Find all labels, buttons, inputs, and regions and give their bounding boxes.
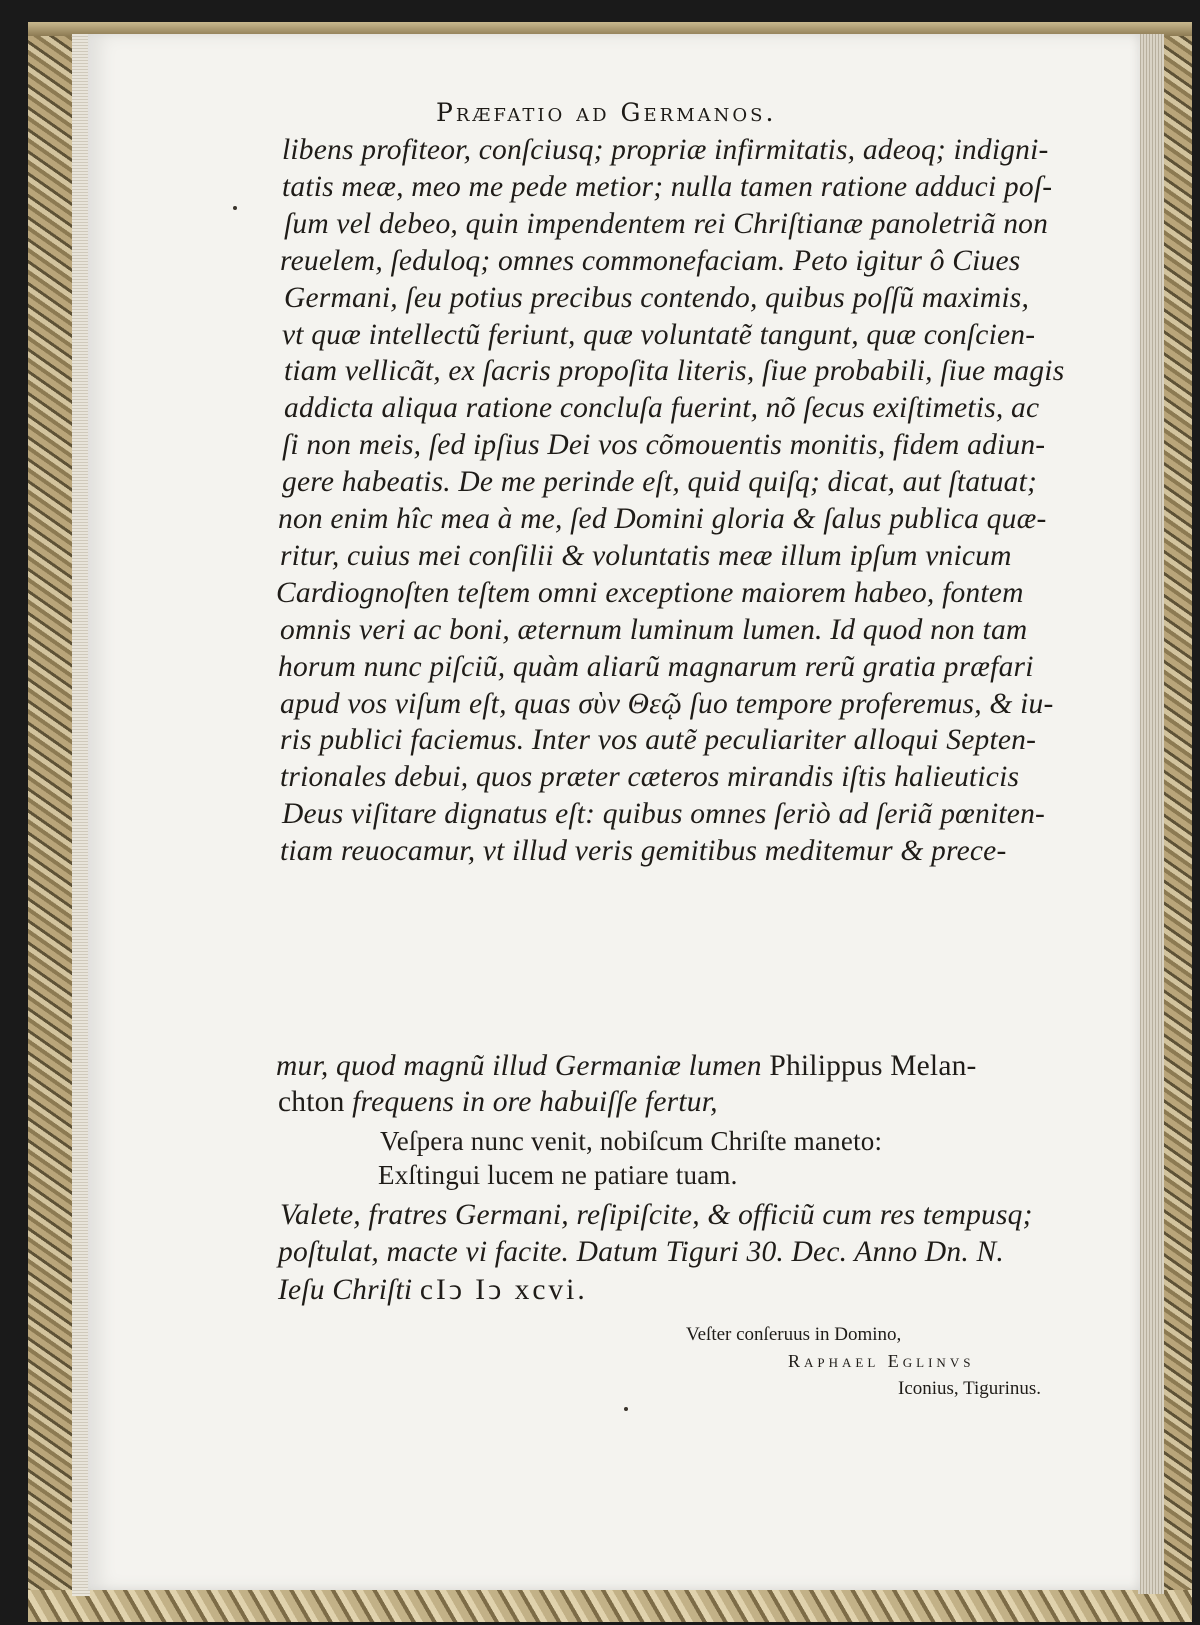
text-line: Deus viſitare dignatus eſt: quibus omnes ſeriò ad ſeriã pœniten-: [282, 798, 1046, 831]
text-line: addicta aliqua ratione concluſa fuerint, nõ ſecus exiſtimetis, ac: [284, 392, 1040, 425]
text-line: non enim hîc mea à me, ſed Domini gloria & ſalus publica quæ-: [278, 503, 1047, 535]
name-melanchthon-end: chton: [278, 1086, 353, 1118]
text-line: gere habeatis. De me perinde eſt, quid quiſq; dicat, aut ſtatuat;: [282, 466, 1038, 499]
text-line: vt quæ intellectũ feriunt, quæ voluntatẽ tangunt, quæ conſcien-: [282, 318, 1036, 351]
text-line: Cardiognoſten teſtem omni exceptione maiorem habeo, fontem: [276, 576, 1024, 609]
date-line-italic: Ieſu Chriſti: [278, 1274, 420, 1306]
text-line-italic: mur, quod magnũ illud Germaniæ lumen: [276, 1050, 770, 1082]
text-line: apud vos viſum eſt, quas σὺν Θεῷ ſuo tempore proferemus, & iu-: [280, 687, 1054, 720]
text-line: libens profiteor, conſciusq; propriæ infirmitatis, adeoq; indigni-: [282, 134, 1049, 166]
ink-speck: [233, 206, 237, 210]
text-line: horum nunc piſciũ, quàm aliarũ magnarum rerũ gratia præfari: [278, 650, 1034, 683]
cover-bottom-edge: [28, 1590, 1192, 1622]
verse-line-2: Exſtingui lucem ne patiare tuam.: [378, 1160, 738, 1190]
text-line: tiam reuocamur, vt illud veris gemitibus meditemur & prece-: [280, 835, 1007, 868]
page-stack-right-edge: [1138, 34, 1164, 1594]
ink-speck: [624, 1407, 628, 1411]
text-line: ris publici faciemus. Inter vos autẽ peculiariter alloqui Septen-: [280, 724, 1037, 757]
page-text: [88, 34, 1140, 1590]
text-line: ſum vel debeo, quin impendentem rei Chriſtianæ panoletriã non: [284, 207, 1049, 240]
text-line: Germani, ſeu potius precibus contendo, quibus poſſũ maximis,: [284, 281, 1030, 314]
signature-line-1: Veſter conſeruus in Domino,: [686, 1324, 902, 1345]
running-head: Præfatio ad Germanos.: [436, 98, 777, 127]
signature-place: Iconius, Tigurinus.: [898, 1378, 1042, 1399]
verse-line-1: Veſpera nunc venit, nobiſcum Chriſte maneto:: [380, 1126, 883, 1156]
text-line: tiam vellicãt, ex ſacris propoſita literis, ſiue probabili, ſiue magis: [284, 355, 1065, 388]
book-page: [88, 34, 1140, 1590]
closing-line: poſtulat, macte vi facite. Datum Tiguri 30. Dec. Anno Dn. N.: [278, 1236, 1004, 1268]
text-line: trionales debui, quos præter cæteros mirandis iſtis halieuticis: [280, 761, 1020, 794]
name-melanchthon: Philippus Melan-: [769, 1050, 977, 1082]
text-line: reuelem, ſeduloq; omnes commonefaciam. Peto igitur ô Ciues: [280, 244, 1021, 277]
text-line: tatis meæ, meo me pede metior; nulla tamen ratione adduci poſ-: [282, 170, 1053, 203]
text-line: omnis veri ac boni, æternum luminum lumen. Id quod non tam: [280, 613, 1028, 646]
year-roman-numeral: cIↄ Iↄ xcvi.: [419, 1274, 588, 1306]
text-line: [276, 1050, 977, 1083]
signature-name: Raphael Eglinvs: [788, 1351, 975, 1371]
closing-line: Valete, fratres Germani, reſipiſcite, & officiũ cum res tempusq;: [280, 1199, 1033, 1231]
date-line: [278, 1274, 588, 1307]
text-line-italic: frequens in ore habuiſſe fertur,: [352, 1086, 718, 1118]
text-line: [278, 1086, 718, 1119]
text-line: ſi non meis, ſed ipſius Dei vos cõmouentis monitis, fidem adiun-: [282, 429, 1046, 462]
text-line: ritur, cuius mei conſilii & voluntatis meæ illum ipſum vnicum: [280, 539, 1012, 572]
